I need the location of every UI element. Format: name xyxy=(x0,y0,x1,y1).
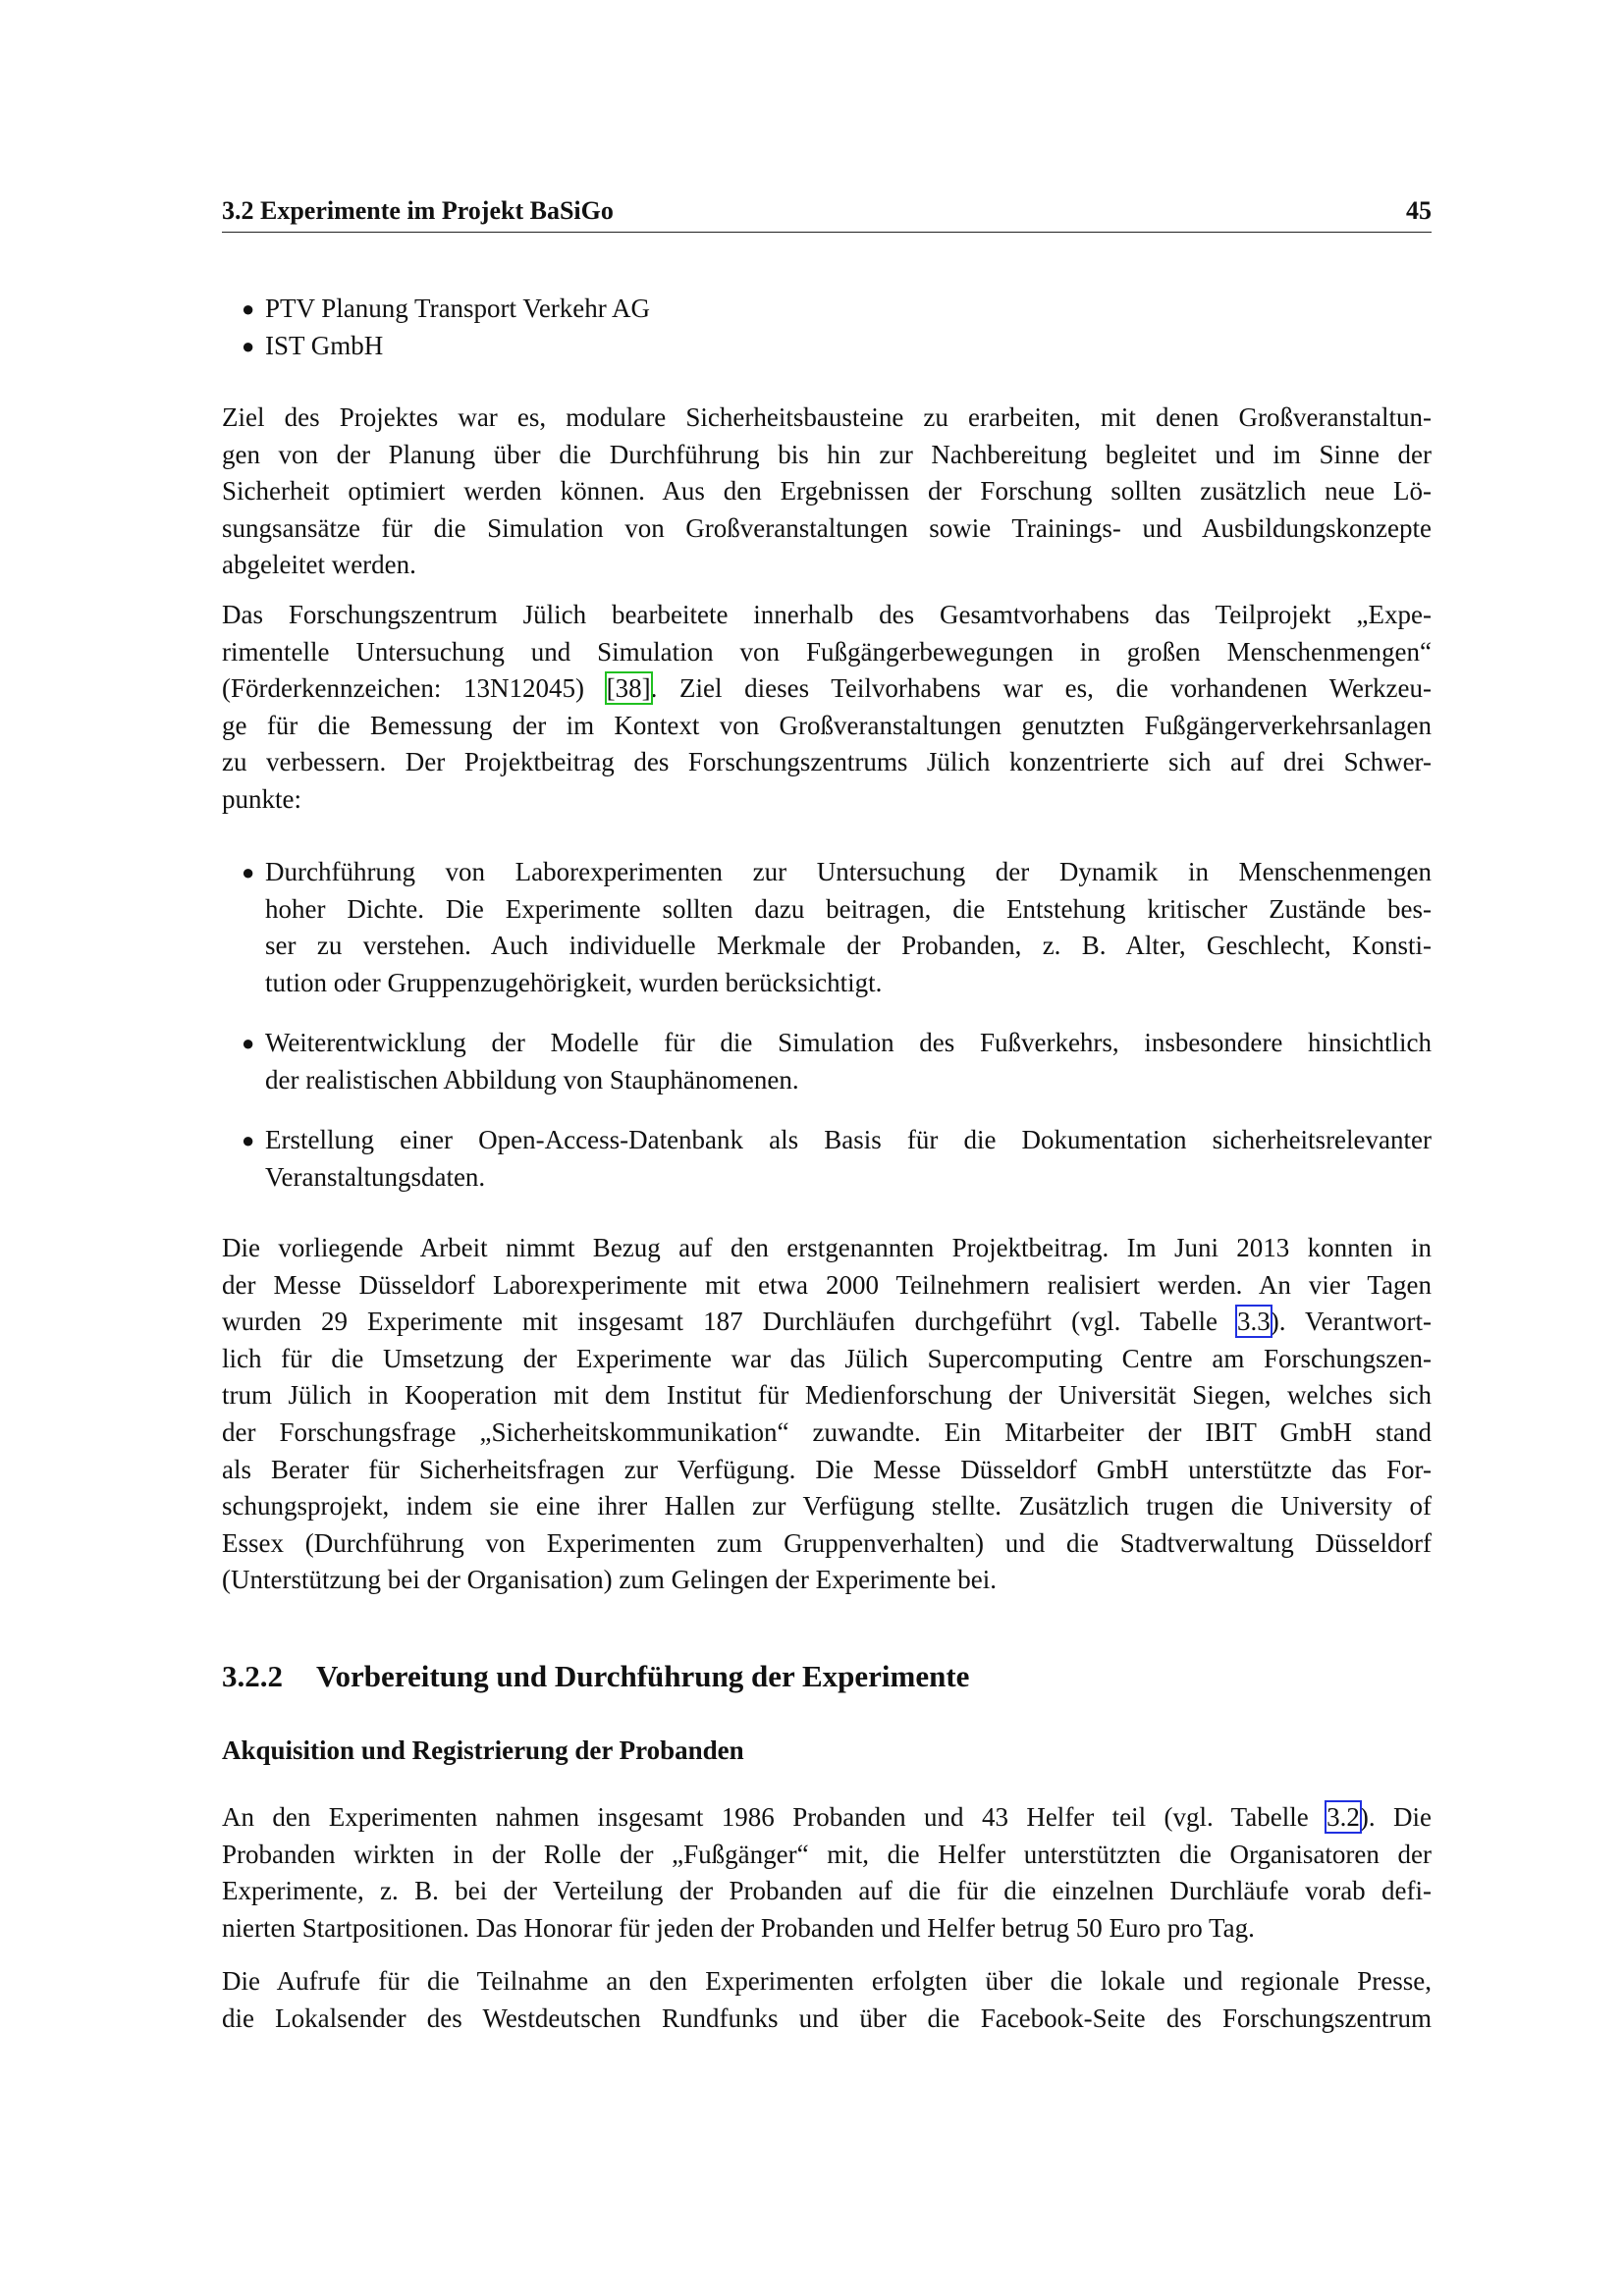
text-line: Durchführung von Laborexperimenten zur Untersuchung der Dynamik in Menschenmengen xyxy=(265,857,1432,886)
text-line: der realistischen Abbildung von Stauphänomenen. xyxy=(265,1064,799,1095)
partner-list xyxy=(242,291,651,364)
text-line: Erstellung einer Open-Access-Datenbank als Basis für die Dokumentation sicherheitsrelevanter xyxy=(265,1125,1432,1154)
citation-link[interactable]: [38] xyxy=(606,673,651,704)
text-line xyxy=(222,1799,1432,1837)
page-number: 45 xyxy=(1406,196,1432,225)
text-segment: ). Verantwort- xyxy=(1270,1307,1432,1337)
subsection-heading xyxy=(222,1733,1432,1769)
table-ref-link[interactable]: 3.2 xyxy=(1326,1802,1360,1832)
paragraph-5 xyxy=(222,1963,1432,2037)
text-line: Die Aufrufe für die Teilnahme an den Experimenten erfolgten über die lokale und regionale Presse, xyxy=(222,1966,1432,1996)
text-segment: wurden 29 Experimente mit insgesamt 187 Durchläufen durchgeführt (vgl. Tabelle xyxy=(222,1307,1237,1337)
text-line: rimentelle Untersuchung und Simulation von Fußgängerbewegungen in großen Menschenmengen“ xyxy=(222,636,1432,667)
text-line: der Forschungsfrage „Sicherheitskommunikation“ zuwandte. Ein Mitarbeiter der IBIT GmbH stand xyxy=(222,1416,1432,1447)
focus-list-item xyxy=(242,854,1432,1001)
list-item-text: PTV Planung Transport Verkehr AG xyxy=(265,294,651,323)
text-line: Essex (Durchführung von Experimenten zum Gruppenverhalten) und die Stadtverwaltung Düsseldorf xyxy=(222,1527,1432,1558)
header-section: 3.2 Experimente im Projekt BaSiGo xyxy=(222,196,614,225)
section-heading xyxy=(222,1657,1432,1696)
text-line: Das Forschungszentrum Jülich bearbeitete innerhalb des Gesamtvorhabens das Teilprojekt „Expe- xyxy=(222,600,1432,629)
text-segment: . Ziel dieses Teilvorhabens war es, die vorhandenen Werkzeu- xyxy=(650,673,1432,704)
text-line: Probanden wirkten in der Rolle der „Fußgänger“ mit, die Helfer unterstützten die Organisatoren der xyxy=(222,1839,1432,1869)
paragraph-4 xyxy=(222,1799,1432,1947)
text-line: Ziel des Projektes war es, modulare Sicherheitsbausteine zu erarbeiten, mit denen Großveranstaltun- xyxy=(222,402,1432,432)
text-line: (Unterstützung bei der Organisation) zum Gelingen der Experimente bei. xyxy=(222,1565,997,1595)
section-title: Vorbereitung und Durchführung der Experimente xyxy=(316,1659,970,1693)
text-line: Experimente, z. B. bei der Verteilung der Probanden auf die für die einzelnen Durchläufe vorab defi- xyxy=(222,1876,1432,1906)
list-item xyxy=(242,291,651,328)
paragraph-1 xyxy=(222,400,1432,584)
text-line: punkte: xyxy=(222,783,301,814)
list-item-text: IST GmbH xyxy=(265,330,384,360)
section-number: 3.2.2 xyxy=(222,1659,283,1693)
bullet-icon: ● xyxy=(242,296,255,321)
text-line: trum Jülich in Kooperation mit dem Institut für Medienforschung der Universität Siegen, welches sich xyxy=(222,1380,1432,1411)
text-line: die Lokalsender des Westdeutschen Rundfunks und über die Facebook-Seite des Forschungszentrum xyxy=(222,2002,1432,2033)
text-line: hoher Dichte. Die Experimente sollten dazu beitragen, die Entstehung kritischer Zustände bes- xyxy=(265,893,1432,924)
text-line: der Messe Düsseldorf Laborexperimente mit etwa 2000 Teilnehmern realisiert werden. An vier Tagen xyxy=(222,1269,1432,1300)
bullet-icon: ● xyxy=(242,1031,255,1055)
subsection-title: Akquisition und Registrierung der Probanden xyxy=(222,1735,744,1765)
text-line: Veranstaltungsdaten. xyxy=(265,1161,486,1192)
text-line: lich für die Umsetzung der Experimente war das Jülich Supercomputing Centre am Forschungszen- xyxy=(222,1343,1432,1373)
text-line xyxy=(222,670,1432,708)
text-line: ser zu verstehen. Auch individuelle Merkmale der Probanden, z. B. Alter, Geschlecht, Konsti- xyxy=(265,931,1432,961)
text-line: Die vorliegende Arbeit nimmt Bezug auf den erstgenannten Projektbeitrag. Im Juni 2013 konnten in xyxy=(222,1233,1432,1262)
text-segment: An den Experimenten nahmen insgesamt 1986 Probanden und 43 Helfer teil (vgl. Tabelle xyxy=(222,1802,1327,1832)
text-line: Weiterentwicklung der Modelle für die Simulation des Fußverkehrs, insbesondere hinsichtlich xyxy=(265,1028,1432,1057)
bullet-icon: ● xyxy=(242,333,255,358)
text-segment: ). Die xyxy=(1359,1802,1433,1832)
running-header xyxy=(222,196,1432,233)
text-line: schungsprojekt, indem sie eine ihrer Hallen zur Verfügung stellte. Zusätzlich trugen die University of xyxy=(222,1491,1432,1522)
text-line: gen von der Planung über die Durchführung bis hin zur Nachbereitung begleitet und im Sinne der xyxy=(222,439,1432,469)
text-line xyxy=(222,1304,1432,1341)
table-ref-link[interactable]: 3.3 xyxy=(1237,1307,1271,1337)
text-line: abgeleitet werden. xyxy=(222,550,416,580)
text-segment: (Förderkennzeichen: 13N12045) xyxy=(222,673,607,704)
text-line: ge für die Bemessung der im Kontext von Großveranstaltungen genutzten Fußgängerverkehrsanlagen xyxy=(222,710,1432,740)
bullet-icon: ● xyxy=(242,860,255,884)
text-line: sungsansätze für die Simulation von Großveranstaltungen sowie Trainings- und Ausbildungskonzepte xyxy=(222,512,1432,543)
list-item xyxy=(242,328,650,365)
text-line: zu verbessern. Der Projektbeitrag des Forschungszentrums Jülich konzentrierte sich auf drei Schwer- xyxy=(222,747,1432,777)
paragraph-3 xyxy=(222,1230,1432,1599)
focus-list-item xyxy=(242,1025,1432,1098)
focus-list-item xyxy=(242,1122,1432,1196)
text-line: nierten Startpositionen. Das Honorar für jeden der Probanden und Helfer betrug 50 Euro pro Tag. xyxy=(222,1912,1255,1943)
paragraph-2 xyxy=(222,597,1432,819)
text-line: Sicherheit optimiert werden können. Aus den Ergebnissen der Forschung sollten zusätzlich neue Lö- xyxy=(222,476,1432,507)
text-line: als Berater für Sicherheitsfragen zur Verfügung. Die Messe Düsseldorf GmbH unterstützte das For- xyxy=(222,1454,1432,1484)
bullet-icon: ● xyxy=(242,1128,255,1152)
text-line: tution oder Gruppenzugehörigkeit, wurden berücksichtigt. xyxy=(265,967,883,997)
